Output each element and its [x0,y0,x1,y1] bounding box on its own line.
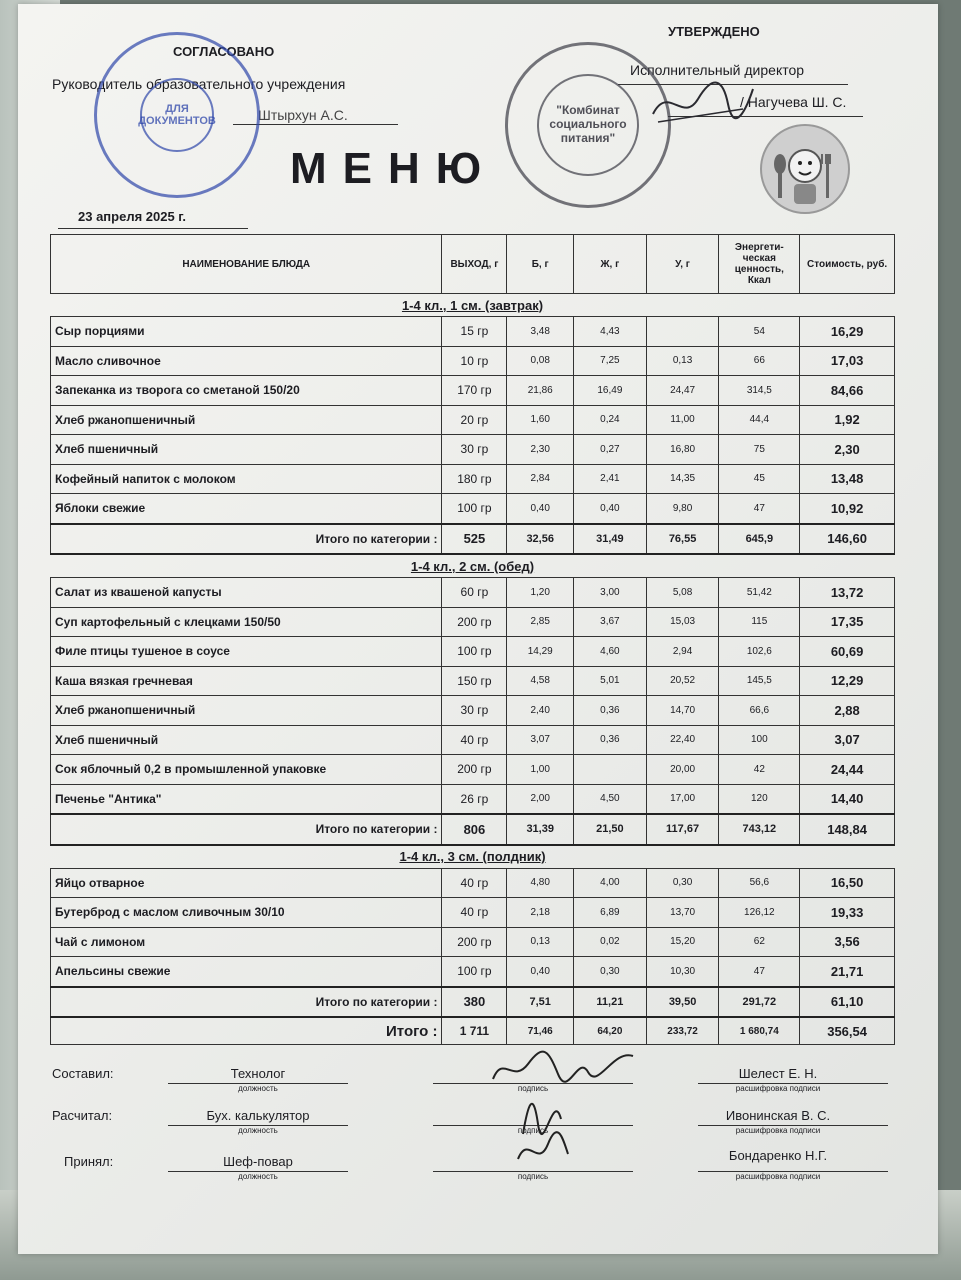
category-total-row [51,987,895,1018]
table-row [51,464,895,494]
total-protein: 31,39 [507,814,574,845]
dish-energy: 42 [719,755,800,785]
col-header-output: ВЫХОД, г [442,235,507,294]
dish-protein: 0,13 [507,927,574,957]
dish-output: 40 гр [442,868,507,898]
table-row [51,666,895,696]
signature-position-caption: должность [238,1084,278,1093]
dish-protein: 1,20 [507,578,574,608]
grand-total-cost: 356,54 [800,1017,895,1045]
dish-fat: 2,41 [574,464,647,494]
table-row [51,317,895,347]
dish-fat: 4,50 [574,784,647,814]
dish-fat: 0,24 [574,405,647,435]
grand-total-protein: 71,46 [507,1017,574,1045]
table-row [51,346,895,376]
signature-name-caption: расшифровка подписи [735,1084,821,1093]
dish-cost: 13,72 [800,578,895,608]
total-output: 806 [442,814,507,845]
signature-name: Бондаренко Н.Г. [728,1148,828,1163]
dish-fat: 0,27 [574,435,647,465]
dish-protein: 0,40 [507,494,574,524]
grand-total-label: Итого : [51,1017,442,1045]
dish-name: Яблоки свежие [51,494,442,524]
table-row [51,725,895,755]
dish-energy: 75 [719,435,800,465]
dish-cost: 3,56 [800,927,895,957]
section-title: 1-4 кл., 2 см. (обед) [51,554,895,578]
total-label: Итого по категории : [51,987,442,1018]
dish-fat: 3,00 [574,578,647,608]
dish-cost: 13,48 [800,464,895,494]
dish-carbs: 20,00 [646,755,719,785]
dish-cost: 84,66 [800,376,895,406]
grand-total-energy: 1 680,74 [719,1017,800,1045]
dish-protein: 21,86 [507,376,574,406]
dish-fat: 16,49 [574,376,647,406]
dish-energy: 56,6 [719,868,800,898]
agreed-name: Штырхун А.С. [258,107,348,123]
signature-position-caption: должность [238,1126,278,1135]
col-header-fat: Ж, г [574,235,647,294]
dish-name: Печенье "Антика" [51,784,442,814]
dish-energy: 126,12 [719,898,800,928]
dish-cost: 60,69 [800,637,895,667]
dish-name: Яйцо отварное [51,868,442,898]
dish-output: 15 гр [442,317,507,347]
signature-name: Шелест Е. Н. [738,1066,818,1081]
dish-energy: 314,5 [719,376,800,406]
table-row [51,376,895,406]
total-fat: 31,49 [574,524,647,555]
signature-name: Ивонинская В. С. [725,1108,831,1123]
section-title-row [51,845,895,869]
section-title-row [51,294,895,317]
dish-protein: 2,84 [507,464,574,494]
dish-fat: 0,30 [574,957,647,987]
signature-role: Составил: [52,1066,114,1081]
dish-fat: 0,36 [574,696,647,726]
col-header-energy: Энергети-ческая ценность, Ккал [719,235,800,294]
dish-name: Сыр порциями [51,317,442,347]
dish-energy: 47 [719,957,800,987]
dish-energy: 120 [719,784,800,814]
dish-fat: 4,00 [574,868,647,898]
approved-position: Исполнительный директор [630,62,805,78]
dish-energy: 51,42 [719,578,800,608]
dish-fat: 7,25 [574,346,647,376]
table-row [51,868,895,898]
date-line [58,228,248,229]
dish-fat: 0,36 [574,725,647,755]
dish-cost: 2,30 [800,435,895,465]
dish-cost: 2,88 [800,696,895,726]
dish-carbs: 0,13 [646,346,719,376]
dish-name: Каша вязкая гречневая [51,666,442,696]
dish-protein: 0,40 [507,957,574,987]
total-cost: 148,84 [800,814,895,845]
total-carbs: 39,50 [646,987,719,1018]
signature-sign-caption: подпись [517,1172,549,1181]
total-carbs: 76,55 [646,524,719,555]
dish-energy: 66,6 [719,696,800,726]
page-title: МЕНЮ [290,144,498,193]
dish-name: Чай с лимоном [51,927,442,957]
dish-carbs: 0,30 [646,868,719,898]
approved-label: УТВЕРЖДЕНО [668,24,760,39]
table-row [51,578,895,608]
dish-name: Хлеб ржанопшеничный [51,696,442,726]
dish-carbs: 13,70 [646,898,719,928]
dish-protein: 14,29 [507,637,574,667]
col-header-cost: Стоимость, руб. [800,235,895,294]
grand-total-carbs: 233,72 [646,1017,719,1045]
dish-carbs: 15,03 [646,607,719,637]
dish-cost: 14,40 [800,784,895,814]
total-energy: 291,72 [719,987,800,1018]
table-row [51,696,895,726]
dish-protein: 2,85 [507,607,574,637]
total-output: 525 [442,524,507,555]
total-protein: 7,51 [507,987,574,1018]
dish-output: 200 гр [442,755,507,785]
dish-name: Хлеб пшеничный [51,435,442,465]
dish-carbs: 14,70 [646,696,719,726]
dish-name: Хлеб ржанопшеничный [51,405,442,435]
dish-carbs: 2,94 [646,637,719,667]
menu-date: 23 апреля 2025 г. [78,209,187,224]
category-total-row [51,524,895,555]
dish-carbs: 10,30 [646,957,719,987]
dish-fat: 0,40 [574,494,647,524]
dish-name: Масло сливочное [51,346,442,376]
dish-output: 100 гр [442,637,507,667]
dish-name: Хлеб пшеничный [51,725,442,755]
dish-output: 150 гр [442,666,507,696]
signature-position: Бух. калькулятор [206,1108,310,1123]
signature-sign-caption: подпись [517,1126,549,1135]
signature-position: Технолог [230,1066,286,1081]
dish-carbs: 24,47 [646,376,719,406]
dish-name: Запеканка из творога со сметаной 150/20 [51,376,442,406]
dish-output: 200 гр [442,927,507,957]
dish-protein: 2,18 [507,898,574,928]
table-row [51,607,895,637]
signature-role: Расчитал: [52,1108,113,1123]
menu-table [50,234,895,1045]
table-row [51,957,895,987]
dish-protein: 1,00 [507,755,574,785]
dish-carbs: 15,20 [646,927,719,957]
dish-cost: 10,92 [800,494,895,524]
dish-protein: 2,00 [507,784,574,814]
total-cost: 61,10 [800,987,895,1018]
dish-energy: 100 [719,725,800,755]
dish-name: Кофейный напиток с молоком [51,464,442,494]
dish-cost: 16,50 [800,868,895,898]
section-title: 1-4 кл., 3 см. (полдник) [51,845,895,869]
signature-position-caption: должность [238,1172,278,1181]
dish-energy: 45 [719,464,800,494]
dish-protein: 1,60 [507,405,574,435]
total-energy: 645,9 [719,524,800,555]
dish-name: Салат из квашеной капусты [51,578,442,608]
signature-position: Шеф-повар [223,1154,293,1169]
dish-energy: 102,6 [719,637,800,667]
dish-output: 26 гр [442,784,507,814]
dish-fat: 0,02 [574,927,647,957]
dish-output: 170 гр [442,376,507,406]
total-fat: 21,50 [574,814,647,845]
agreed-label: СОГЛАСОВАНО [173,44,275,59]
dish-name: Сок яблочный 0,2 в промышленной упаковке [51,755,442,785]
table-row [51,405,895,435]
dish-cost: 19,33 [800,898,895,928]
dish-output: 100 гр [442,957,507,987]
stamp-left [94,32,260,198]
dish-carbs: 14,35 [646,464,719,494]
chef-logo-icon [760,124,850,214]
col-header-carbs: У, г [646,235,719,294]
dish-output: 30 гр [442,696,507,726]
approved-name: / Нагучева Ш. С. [740,94,847,110]
stamp-right-center: "Комбинат социального питания" [537,74,639,176]
dish-carbs: 20,52 [646,666,719,696]
total-label: Итого по категории : [51,814,442,845]
dish-carbs: 11,00 [646,405,719,435]
total-energy: 743,12 [719,814,800,845]
total-protein: 32,56 [507,524,574,555]
dish-name: Филе птицы тушеное в соусе [51,637,442,667]
dish-output: 20 гр [442,405,507,435]
section-title-row [51,554,895,578]
dish-name: Бутерброд с маслом сливочным 30/10 [51,898,442,928]
dish-energy: 145,5 [719,666,800,696]
dish-fat: 6,89 [574,898,647,928]
dish-cost: 16,29 [800,317,895,347]
col-header-name: НАИМЕНОВАНИЕ БЛЮДА [51,235,442,294]
dish-fat: 5,01 [574,666,647,696]
stamp-right [505,42,671,208]
approved-signature-icon [648,74,758,134]
grand-total-row [51,1017,895,1045]
dish-energy: 115 [719,607,800,637]
dish-fat: 4,43 [574,317,647,347]
dish-protein: 3,48 [507,317,574,347]
dish-output: 200 гр [442,607,507,637]
dish-protein: 0,08 [507,346,574,376]
dish-carbs: 5,08 [646,578,719,608]
dish-name: Апельсины свежие [51,957,442,987]
dish-carbs: 9,80 [646,494,719,524]
dish-carbs: 16,80 [646,435,719,465]
agreed-position: Руководитель образовательного учреждения [52,76,346,92]
table-header-row [51,235,895,294]
total-cost: 146,60 [800,524,895,555]
grand-total-output: 1 711 [442,1017,507,1045]
dish-protein: 2,30 [507,435,574,465]
dish-fat: 3,67 [574,607,647,637]
signature-role: Принял: [64,1154,114,1169]
dish-cost: 17,03 [800,346,895,376]
dish-output: 40 гр [442,898,507,928]
dish-cost: 12,29 [800,666,895,696]
dish-cost: 17,35 [800,607,895,637]
dish-output: 60 гр [442,578,507,608]
dish-cost: 3,07 [800,725,895,755]
dish-protein: 2,40 [507,696,574,726]
total-carbs: 117,67 [646,814,719,845]
dish-output: 30 гр [442,435,507,465]
signature-name-caption: расшифровка подписи [735,1172,821,1181]
col-header-protein: Б, г [507,235,574,294]
dish-cost: 1,92 [800,405,895,435]
dish-carbs: 17,00 [646,784,719,814]
dish-output: 40 гр [442,725,507,755]
total-fat: 11,21 [574,987,647,1018]
dish-fat [574,755,647,785]
dish-energy: 66 [719,346,800,376]
table-row [51,755,895,785]
category-total-row [51,814,895,845]
total-label: Итого по категории : [51,524,442,555]
signature-name-caption: расшифровка подписи [735,1126,821,1135]
dish-cost: 24,44 [800,755,895,785]
dish-name: Суп картофельный с клецками 150/50 [51,607,442,637]
dish-protein: 4,58 [507,666,574,696]
dish-carbs: 22,40 [646,725,719,755]
dish-carbs [646,317,719,347]
grand-total-fat: 64,20 [574,1017,647,1045]
dish-energy: 62 [719,927,800,957]
dish-fat: 4,60 [574,637,647,667]
dish-output: 100 гр [442,494,507,524]
menu-table-body [51,294,895,1045]
table-row [51,898,895,928]
table-row [51,435,895,465]
section-title: 1-4 кл., 1 см. (завтрак) [51,294,895,317]
stamp-left-center: ДЛЯ ДОКУМЕНТОВ [140,78,214,152]
table-row [51,784,895,814]
dish-protein: 4,80 [507,868,574,898]
dish-cost: 21,71 [800,957,895,987]
table-row [51,637,895,667]
dish-energy: 54 [719,317,800,347]
menu-sheet [18,4,938,1254]
dish-output: 180 гр [442,464,507,494]
table-row [51,927,895,957]
dish-energy: 47 [719,494,800,524]
dish-output: 10 гр [442,346,507,376]
total-output: 380 [442,987,507,1018]
dish-protein: 3,07 [507,725,574,755]
table-row [51,494,895,524]
dish-energy: 44,4 [719,405,800,435]
signature-sign-caption: подпись [517,1084,549,1093]
signature-3-icon [513,1129,573,1174]
